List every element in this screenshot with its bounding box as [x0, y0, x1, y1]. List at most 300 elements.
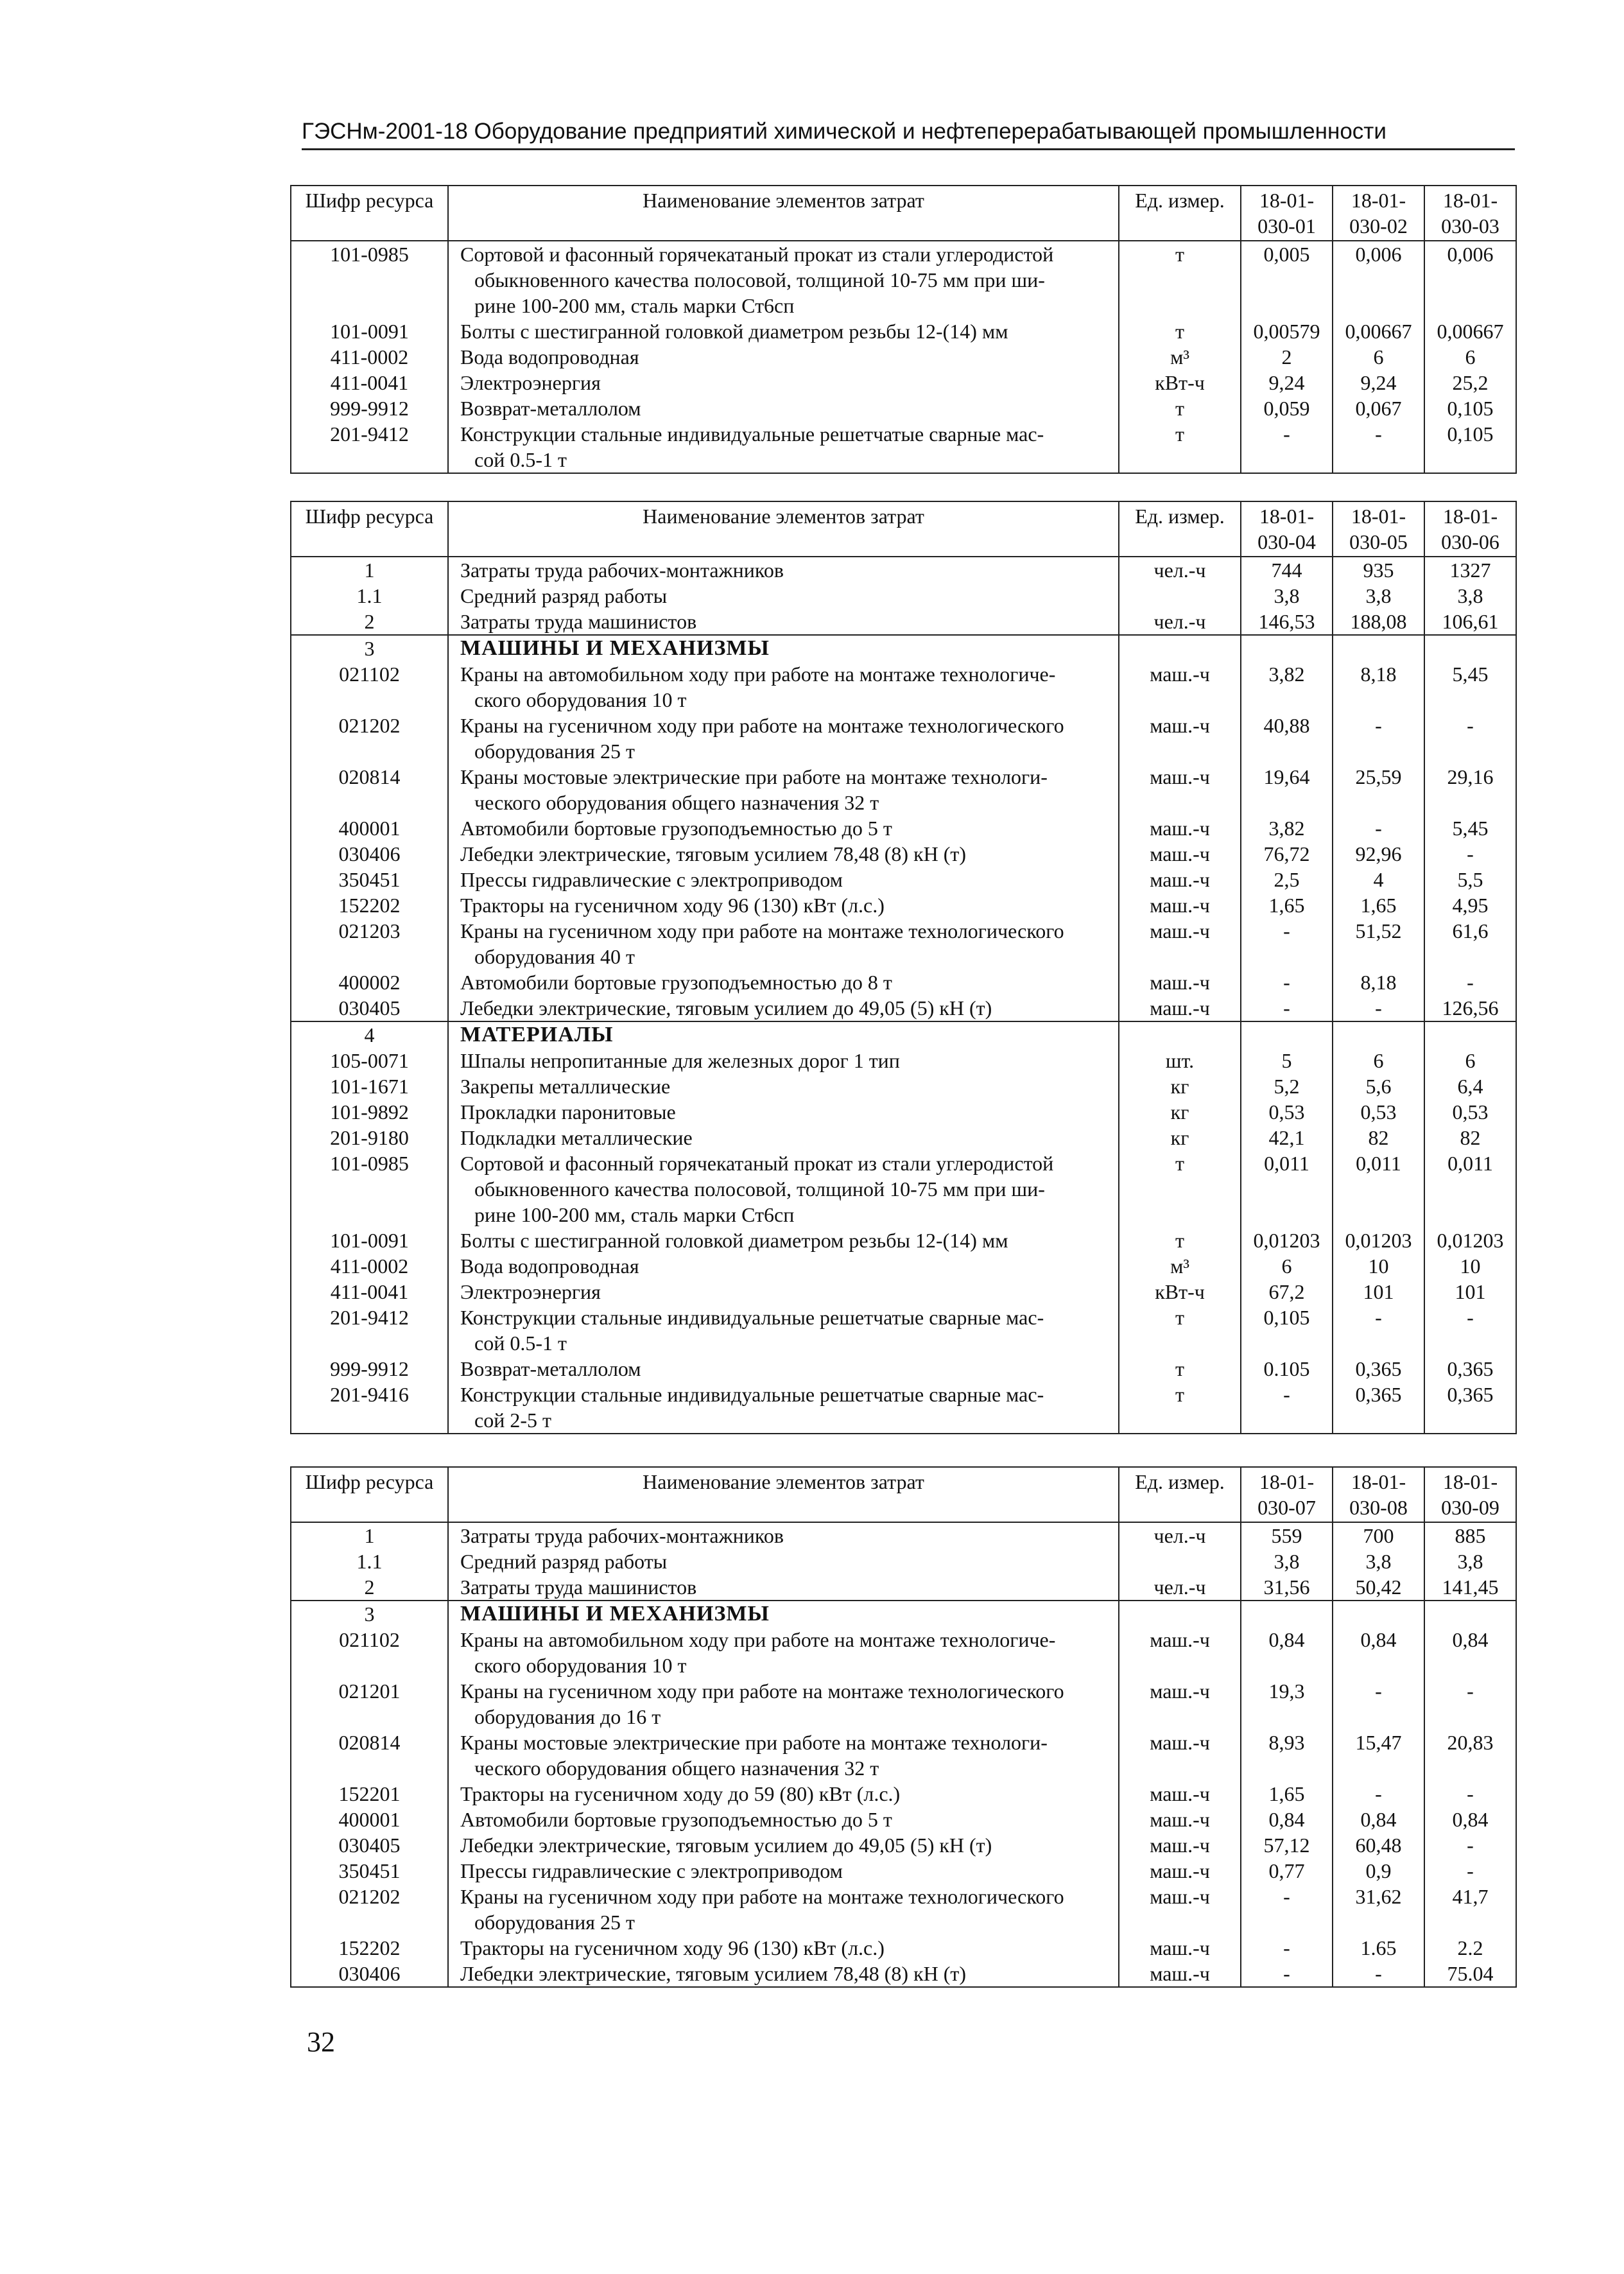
norm-value: 9,24 — [1241, 370, 1333, 395]
table-row — [291, 609, 1516, 635]
norm-value: 0,77 — [1241, 1858, 1333, 1884]
resource-name — [448, 995, 1119, 1021]
norm-value: - — [1424, 1858, 1516, 1884]
norm-value: - — [1333, 421, 1424, 473]
resource-code: 411-0041 — [291, 370, 448, 395]
table-row — [291, 1627, 1516, 1678]
resource-name-line: Краны мостовые электрические при работе на монтаже технологи- — [460, 765, 1048, 788]
resource-name — [448, 867, 1119, 892]
norm-value: 2,5 — [1241, 867, 1333, 892]
resource-name-line: Средний разряд работы — [460, 584, 668, 607]
norm-value — [1241, 635, 1333, 661]
resource-code: 020814 — [291, 1730, 448, 1781]
norm-value: 5,45 — [1424, 661, 1516, 713]
norm-value: 5,5 — [1424, 867, 1516, 892]
norm-value: 0,005 — [1241, 241, 1333, 318]
column-header-name: Наименование элементов затрат — [448, 1467, 1119, 1522]
norm-code-bottom: 030-09 — [1441, 1496, 1499, 1519]
resource-code: 101-0985 — [291, 241, 448, 318]
resource-unit: чел.-ч — [1119, 609, 1241, 635]
table-row — [291, 995, 1516, 1021]
header-row — [291, 1467, 1516, 1522]
resource-code: 021201 — [291, 1678, 448, 1730]
resource-code: 152201 — [291, 1781, 448, 1807]
page-number: 32 — [307, 2026, 335, 2058]
resource-name — [448, 1627, 1119, 1678]
resource-unit: маш.-ч — [1119, 1858, 1241, 1884]
resource-name-line: Краны на автомобильном ходу при работе на монтаже технологиче- — [460, 1628, 1056, 1651]
resource-code: 021202 — [291, 1884, 448, 1935]
resource-name — [448, 241, 1119, 318]
norm-value: - — [1241, 918, 1333, 969]
resource-unit: маш.-ч — [1119, 815, 1241, 841]
table-body — [291, 557, 1516, 1434]
resource-code: 105-0071 — [291, 1048, 448, 1073]
resource-code: 201-9412 — [291, 1305, 448, 1356]
norm-value: 40,88 — [1241, 713, 1333, 764]
table-row — [291, 1730, 1516, 1781]
table-row — [291, 1574, 1516, 1601]
resource-name-line: Вода водопроводная — [460, 1254, 639, 1278]
table-row — [291, 241, 1516, 318]
resource-name-line: Автомобили бортовые грузоподъемностью до 5 т — [460, 817, 892, 840]
norm-value: 0,84 — [1333, 1627, 1424, 1678]
resource-unit: т — [1119, 1356, 1241, 1382]
resource-unit: маш.-ч — [1119, 1627, 1241, 1678]
norm-value: 6 — [1424, 344, 1516, 370]
resource-name-line: Конструкции стальные индивидуальные решетчатые сварные мас- — [460, 1383, 1044, 1406]
norm-code-bottom: 030-01 — [1257, 214, 1316, 238]
norm-value: 559 — [1241, 1522, 1333, 1549]
resource-name-line: Затраты труда рабочих-монтажников — [460, 559, 784, 582]
norm-value: 935 — [1333, 557, 1424, 583]
norm-value: 5 — [1241, 1048, 1333, 1073]
norm-value: 0,01203 — [1241, 1228, 1333, 1253]
column-header-norm-code — [1424, 1467, 1516, 1522]
resource-code: 400002 — [291, 969, 448, 995]
norm-value: 0,9 — [1333, 1858, 1424, 1884]
resource-name-line: Автомобили бортовые грузоподъемностью до 5 т — [460, 1808, 892, 1831]
norm-value: 60,48 — [1333, 1832, 1424, 1858]
norm-code-top: 18-01- — [1259, 505, 1315, 528]
page-header — [302, 119, 1515, 150]
norm-value: 3,8 — [1241, 1549, 1333, 1574]
resource-unit: т — [1119, 395, 1241, 421]
resource-unit — [1119, 583, 1241, 609]
resource-name-line: Конструкции стальные индивидуальные решетчатые сварные мас- — [460, 1306, 1044, 1329]
norm-value: 1,65 — [1241, 1781, 1333, 1807]
resource-code: 3 — [291, 1601, 448, 1627]
resource-name — [448, 1125, 1119, 1150]
norm-value: - — [1333, 1678, 1424, 1730]
norm-value: 141,45 — [1424, 1574, 1516, 1601]
table-row — [291, 892, 1516, 918]
resource-name — [448, 635, 1119, 661]
table-row — [291, 421, 1516, 473]
table-row — [291, 1125, 1516, 1150]
resource-unit: чел.-ч — [1119, 1574, 1241, 1601]
resource-name-line: Возврат-металлолом — [460, 1357, 641, 1380]
table-row — [291, 557, 1516, 583]
norm-value: - — [1241, 421, 1333, 473]
resource-name — [448, 1781, 1119, 1807]
table-row — [291, 867, 1516, 892]
table-row — [291, 1048, 1516, 1073]
norm-code-top: 18-01- — [1442, 1470, 1498, 1493]
resource-name-line: МАШИНЫ И МЕХАНИЗМЫ — [460, 636, 770, 660]
resource-code: 152202 — [291, 892, 448, 918]
table-row — [291, 583, 1516, 609]
norm-value: 6 — [1333, 1048, 1424, 1073]
norm-value: 3,8 — [1424, 583, 1516, 609]
norm-value: 1,65 — [1333, 892, 1424, 918]
norm-value — [1424, 635, 1516, 661]
table-header — [291, 1467, 1516, 1522]
resource-code: 1.1 — [291, 583, 448, 609]
resource-name-line: МАШИНЫ И МЕХАНИЗМЫ — [460, 1602, 770, 1626]
norm-code-bottom: 030-07 — [1257, 1496, 1316, 1519]
norm-value — [1241, 1601, 1333, 1627]
norm-value: 188,08 — [1333, 609, 1424, 635]
resource-name — [448, 713, 1119, 764]
resource-code: 999-9912 — [291, 1356, 448, 1382]
resource-name — [448, 841, 1119, 867]
resource-name-line: Прессы гидравлические с электроприводом — [460, 868, 843, 891]
norm-value: 0,365 — [1424, 1382, 1516, 1434]
resource-unit: кг — [1119, 1073, 1241, 1099]
resource-name-line: Автомобили бортовые грузоподъемностью до 8 т — [460, 971, 892, 994]
norm-value: 82 — [1424, 1125, 1516, 1150]
norm-value: 10 — [1424, 1253, 1516, 1279]
norm-code-bottom: 030-03 — [1441, 214, 1499, 238]
norm-value: 19,3 — [1241, 1678, 1333, 1730]
resource-code: 3 — [291, 635, 448, 661]
resource-name — [448, 1601, 1119, 1627]
resource-name — [448, 1807, 1119, 1832]
resource-name-line: Краны на гусеничном ходу при работе на монтаже технологического — [460, 919, 1064, 942]
norm-value: - — [1241, 1961, 1333, 1987]
resource-code: 1 — [291, 1522, 448, 1549]
resource-name-line: ского оборудования 10 т — [474, 688, 687, 711]
norm-value: 6 — [1333, 344, 1424, 370]
resource-code: 999-9912 — [291, 395, 448, 421]
resource-code: 2 — [291, 1574, 448, 1601]
resource-name-line: Тракторы на гусеничном ходу 96 (130) кВт (л.с.) — [460, 894, 885, 917]
resource-name — [448, 1858, 1119, 1884]
table-row — [291, 713, 1516, 764]
resource-unit: маш.-ч — [1119, 1961, 1241, 1987]
resource-unit: кг — [1119, 1125, 1241, 1150]
resource-name-line: Лебедки электрические, тяговым усилием 78,48 (8) кН (т) — [460, 842, 967, 865]
resource-code: 030405 — [291, 1832, 448, 1858]
norm-value: 5,45 — [1424, 815, 1516, 841]
table-row — [291, 370, 1516, 395]
resource-name — [448, 1099, 1119, 1125]
resource-name — [448, 1961, 1119, 1987]
resource-unit — [1119, 1549, 1241, 1574]
resource-code: 021203 — [291, 918, 448, 969]
table-row — [291, 395, 1516, 421]
resource-name — [448, 1678, 1119, 1730]
norm-value: 0,011 — [1424, 1150, 1516, 1228]
norm-value: 0,011 — [1241, 1150, 1333, 1228]
resource-unit: маш.-ч — [1119, 841, 1241, 867]
norm-value: 8,18 — [1333, 661, 1424, 713]
norm-value: 3,8 — [1424, 1549, 1516, 1574]
norm-value: 8,18 — [1333, 969, 1424, 995]
resource-name-line: сой 0.5-1 т — [474, 1332, 567, 1355]
column-header-unit: Ед. измер. — [1119, 186, 1241, 241]
resource-name — [448, 1228, 1119, 1253]
norm-value: - — [1424, 1781, 1516, 1807]
norm-value: 3,82 — [1241, 815, 1333, 841]
norm-value: 75.04 — [1424, 1961, 1516, 1987]
table-body — [291, 1522, 1516, 1987]
resource-unit: т — [1119, 421, 1241, 473]
resource-code: 2 — [291, 609, 448, 635]
resource-name-line: сой 0.5-1 т — [474, 448, 567, 471]
resource-name — [448, 892, 1119, 918]
norm-value: - — [1333, 995, 1424, 1021]
norm-value: 0,105 — [1424, 421, 1516, 473]
norm-value: - — [1424, 969, 1516, 995]
resource-unit: т — [1119, 1150, 1241, 1228]
resource-code: 030405 — [291, 995, 448, 1021]
norm-value: - — [1333, 1961, 1424, 1987]
column-header-norm-code — [1241, 186, 1333, 241]
norm-value: 67,2 — [1241, 1279, 1333, 1305]
table-header — [291, 501, 1516, 557]
resource-name-line: Шпалы непропитанные для железных дорог 1 тип — [460, 1049, 900, 1072]
resource-code: 1.1 — [291, 1549, 448, 1574]
resource-name — [448, 583, 1119, 609]
norm-value: 4,95 — [1424, 892, 1516, 918]
norm-value: 41,7 — [1424, 1884, 1516, 1935]
resource-unit: маш.-ч — [1119, 1832, 1241, 1858]
resource-code: 101-0091 — [291, 1228, 448, 1253]
norm-value: 8,93 — [1241, 1730, 1333, 1781]
table-row — [291, 1150, 1516, 1228]
table-body — [291, 241, 1516, 473]
resource-unit: кВт-ч — [1119, 370, 1241, 395]
norm-value: - — [1333, 1305, 1424, 1356]
column-header-name: Наименование элементов затрат — [448, 501, 1119, 557]
norm-value: 2.2 — [1424, 1935, 1516, 1961]
norm-value: 5,6 — [1333, 1073, 1424, 1099]
resource-name — [448, 1935, 1119, 1961]
norm-code-top: 18-01- — [1259, 189, 1315, 212]
resource-name-line: Затраты труда рабочих-монтажников — [460, 1524, 784, 1547]
resource-code: 201-9416 — [291, 1382, 448, 1434]
resource-unit: маш.-ч — [1119, 867, 1241, 892]
resource-name — [448, 557, 1119, 583]
norm-value: 1327 — [1424, 557, 1516, 583]
norm-value: 126,56 — [1424, 995, 1516, 1021]
resource-unit: маш.-ч — [1119, 661, 1241, 713]
resource-code: 101-0091 — [291, 318, 448, 344]
norm-value: 3,82 — [1241, 661, 1333, 713]
column-header-norm-code — [1241, 501, 1333, 557]
resource-unit: маш.-ч — [1119, 918, 1241, 969]
section-row — [291, 1021, 1516, 1048]
norm-value: 106,61 — [1424, 609, 1516, 635]
norm-value: 744 — [1241, 557, 1333, 583]
resource-name-line: Сортовой и фасонный горячекатаный прокат из стали углеродистой — [460, 243, 1054, 266]
norm-value: - — [1424, 713, 1516, 764]
resource-name-line: ского оборудования 10 т — [474, 1654, 687, 1677]
header-row — [291, 501, 1516, 557]
resource-code: 350451 — [291, 867, 448, 892]
norm-code-top: 18-01- — [1351, 1470, 1406, 1493]
table-row — [291, 1935, 1516, 1961]
table-row — [291, 1073, 1516, 1099]
table-row — [291, 1678, 1516, 1730]
column-header-unit: Ед. измер. — [1119, 1467, 1241, 1522]
column-header-unit: Ед. измер. — [1119, 501, 1241, 557]
resource-name-line: Вода водопроводная — [460, 345, 639, 369]
table-row — [291, 764, 1516, 815]
norm-value — [1333, 1021, 1424, 1048]
table-row — [291, 1832, 1516, 1858]
table-row — [291, 1356, 1516, 1382]
resource-table-3 — [290, 1466, 1517, 1988]
resource-name — [448, 421, 1119, 473]
table-row — [291, 661, 1516, 713]
resource-unit: т — [1119, 241, 1241, 318]
resource-unit — [1119, 1021, 1241, 1048]
norm-value — [1333, 1601, 1424, 1627]
norm-value: 25,59 — [1333, 764, 1424, 815]
resource-name-line: Краны на автомобильном ходу при работе на монтаже технологиче- — [460, 663, 1056, 686]
section-row — [291, 1601, 1516, 1627]
resource-table-1 — [290, 185, 1517, 474]
column-header-norm-code — [1333, 1467, 1424, 1522]
resource-name-line: Тракторы на гусеничном ходу до 59 (80) кВт (л.с.) — [460, 1782, 901, 1805]
norm-code-top: 18-01- — [1442, 189, 1498, 212]
column-header-code: Шифр ресурса — [291, 501, 448, 557]
norm-value: 0,84 — [1424, 1627, 1516, 1678]
column-header-code: Шифр ресурса — [291, 1467, 448, 1522]
resource-name — [448, 370, 1119, 395]
norm-value: 25,2 — [1424, 370, 1516, 395]
norm-value: 101 — [1333, 1279, 1424, 1305]
resource-name-line: Тракторы на гусеничном ходу 96 (130) кВт (л.с.) — [460, 1936, 885, 1959]
norm-code-top: 18-01- — [1351, 505, 1406, 528]
table-row — [291, 1522, 1516, 1549]
norm-value — [1424, 1601, 1516, 1627]
norm-value: 92,96 — [1333, 841, 1424, 867]
norm-value: - — [1333, 713, 1424, 764]
resource-unit: маш.-ч — [1119, 1884, 1241, 1935]
norm-value: 15,47 — [1333, 1730, 1424, 1781]
norm-value: 0,84 — [1241, 1627, 1333, 1678]
resource-name-line: Лебедки электрические, тяговым усилием 78,48 (8) кН (т) — [460, 1962, 967, 1985]
resource-name-line: рине 100-200 мм, сталь марки Ст6сп — [474, 294, 795, 317]
resource-name-line: оборудования до 16 т — [474, 1705, 661, 1728]
resource-unit: маш.-ч — [1119, 1678, 1241, 1730]
resource-name-line: рине 100-200 мм, сталь марки Ст6сп — [474, 1203, 795, 1226]
resource-name-line: Подкладки металлические — [460, 1126, 693, 1149]
resource-name — [448, 1382, 1119, 1434]
resource-name-line: Затраты труда машинистов — [460, 610, 697, 633]
resource-name — [448, 318, 1119, 344]
resource-name-line: Сортовой и фасонный горячекатаный прокат из стали углеродистой — [460, 1152, 1054, 1175]
resource-name-line: сой 2-5 т — [474, 1409, 551, 1432]
table-row — [291, 1961, 1516, 1987]
norm-value: 19,64 — [1241, 764, 1333, 815]
resource-code: 020814 — [291, 764, 448, 815]
norm-value: 6,4 — [1424, 1073, 1516, 1099]
resource-code: 021102 — [291, 661, 448, 713]
norm-value: 20,83 — [1424, 1730, 1516, 1781]
norm-value: 3,8 — [1333, 583, 1424, 609]
resource-code: 4 — [291, 1021, 448, 1048]
norm-value: 6 — [1424, 1048, 1516, 1073]
resource-name-line: Краны мостовые электрические при работе на монтаже технологи- — [460, 1731, 1048, 1754]
norm-code-bottom: 030-02 — [1349, 214, 1408, 238]
resource-name-line: Прокладки паронитовые — [460, 1100, 676, 1124]
resource-name-line: Возврат-металлолом — [460, 397, 641, 420]
table-row — [291, 1549, 1516, 1574]
resource-name — [448, 1305, 1119, 1356]
resource-name — [448, 1832, 1119, 1858]
norm-value: 42,1 — [1241, 1125, 1333, 1150]
resource-name — [448, 764, 1119, 815]
norm-value: 10 — [1333, 1253, 1424, 1279]
norm-value: 29,16 — [1424, 764, 1516, 815]
table-row — [291, 1099, 1516, 1125]
table-row — [291, 344, 1516, 370]
resource-name — [448, 609, 1119, 635]
resource-code: 101-0985 — [291, 1150, 448, 1228]
norm-value: 3,8 — [1241, 583, 1333, 609]
resource-name-line: ческого оборудования общего назначения 32 т — [474, 1757, 879, 1780]
resource-name — [448, 1522, 1119, 1549]
resource-name-line: оборудования 25 т — [474, 740, 635, 763]
resource-name-line: ческого оборудования общего назначения 32 т — [474, 791, 879, 814]
norm-value: - — [1241, 1382, 1333, 1434]
norm-value — [1333, 635, 1424, 661]
resource-code: 101-9892 — [291, 1099, 448, 1125]
resource-code: 101-1671 — [291, 1073, 448, 1099]
norm-value: - — [1424, 1305, 1516, 1356]
norm-value: 61,6 — [1424, 918, 1516, 969]
resource-name — [448, 918, 1119, 969]
norm-value: 0,105 — [1241, 1305, 1333, 1356]
table-header — [291, 186, 1516, 241]
norm-code-bottom: 030-06 — [1441, 530, 1499, 553]
resource-name-line: обыкновенного качества полосовой, толщиной 10-75 мм при ши- — [474, 1177, 1045, 1201]
norm-value: 50,42 — [1333, 1574, 1424, 1601]
norm-value: - — [1241, 1935, 1333, 1961]
resource-code: 411-0002 — [291, 344, 448, 370]
resource-code: 411-0041 — [291, 1279, 448, 1305]
column-header-norm-code — [1333, 501, 1424, 557]
norm-value: 2 — [1241, 344, 1333, 370]
resource-name — [448, 1279, 1119, 1305]
norm-value: 0,00579 — [1241, 318, 1333, 344]
resource-code: 400001 — [291, 815, 448, 841]
resource-name — [448, 344, 1119, 370]
resource-unit: кг — [1119, 1099, 1241, 1125]
resource-name-line: оборудования 40 т — [474, 945, 635, 968]
table-row — [291, 318, 1516, 344]
norm-value: 0,011 — [1333, 1150, 1424, 1228]
resource-name-line: Средний разряд работы — [460, 1550, 668, 1573]
norm-value: 0,53 — [1241, 1099, 1333, 1125]
norm-value — [1241, 1021, 1333, 1048]
resource-code: 400001 — [291, 1807, 448, 1832]
